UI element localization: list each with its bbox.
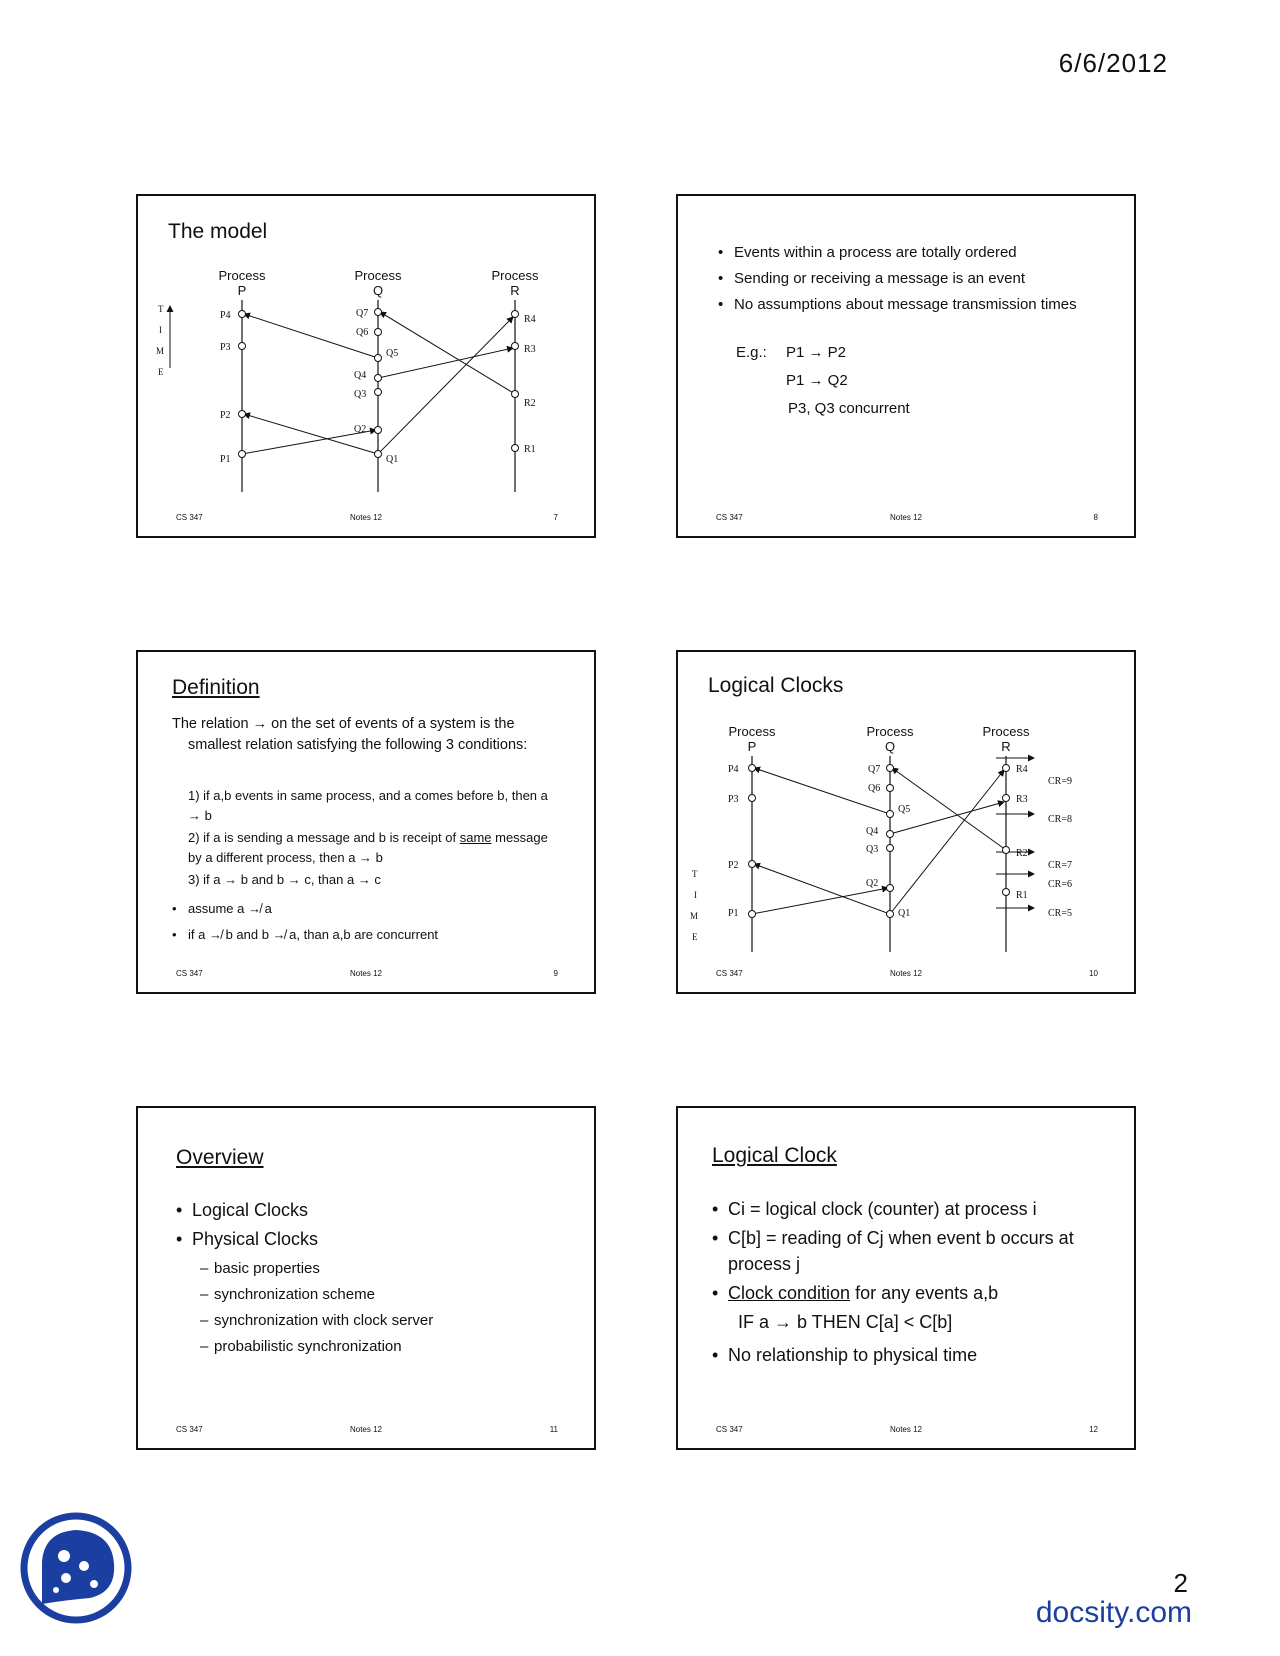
- svg-text:Process: Process: [982, 724, 1030, 739]
- svg-text:P2: P2: [728, 860, 739, 871]
- svg-text:R1: R1: [1016, 890, 1028, 901]
- svg-text:Process: Process: [866, 724, 914, 739]
- footer-page: 7: [553, 513, 558, 522]
- svg-text:CR=8: CR=8: [1048, 814, 1072, 825]
- logical-clock-diagram: [678, 652, 1134, 992]
- list-item: – basic properties: [200, 1256, 433, 1282]
- process-diagram: [138, 196, 594, 536]
- footer-course: CS 347: [176, 1425, 203, 1434]
- svg-text:P4: P4: [728, 764, 739, 775]
- footer-course: CS 347: [176, 969, 203, 978]
- header-r: R: [510, 283, 520, 298]
- svg-text:Q1: Q1: [386, 454, 399, 465]
- svg-text:Q4: Q4: [354, 370, 367, 381]
- condition-1: 1) if a,b events in same process, and a comes before b, then a → b: [188, 788, 548, 823]
- definition-intro: The relation → on the set of events of a system is the smallest relation satisfying the following 3 conditions:: [172, 716, 528, 753]
- svg-text:Q1: Q1: [898, 908, 911, 919]
- svg-text:Q6: Q6: [868, 783, 881, 794]
- footer-page: 10: [1089, 969, 1098, 978]
- svg-text:P3: P3: [728, 794, 739, 805]
- svg-text:I: I: [694, 890, 697, 900]
- svg-text:E: E: [158, 367, 164, 377]
- msg-q1-r4: [378, 317, 513, 454]
- svg-text:Q5: Q5: [898, 804, 911, 815]
- svg-text:CR=7: CR=7: [1048, 860, 1072, 871]
- example-2: P1 → Q2: [786, 372, 848, 389]
- header-q-top: Process: [354, 268, 402, 283]
- bullet-list: [172, 896, 562, 948]
- svg-text:P2: P2: [220, 410, 231, 421]
- list-item: – probabilistic synchronization: [200, 1334, 433, 1360]
- list-item: • Logical Clocks: [176, 1196, 318, 1225]
- example-3: P3, Q3 concurrent: [788, 400, 910, 417]
- header-p: P: [237, 283, 247, 298]
- svg-text:R: R: [1001, 739, 1011, 754]
- list-item: • assume a ↛ a: [172, 896, 562, 922]
- list-item: • Physical Clocks: [176, 1225, 318, 1254]
- condition-2: 2) if a is sending a message and b is receipt of same message by a different process, then a → b: [188, 830, 548, 865]
- svg-text:P3: P3: [220, 342, 231, 353]
- msg-r2-q7: [380, 312, 515, 394]
- docsity-logo-icon: [20, 1512, 132, 1624]
- sub-list: [200, 1256, 433, 1360]
- footer-page: 12: [1089, 1425, 1098, 1434]
- svg-text:CR=5: CR=5: [1048, 908, 1072, 919]
- footer-notes: Notes 12: [889, 969, 923, 978]
- footer-notes: Notes 12: [349, 969, 383, 978]
- slide-title: Logical Clocks: [708, 674, 844, 697]
- example-1: P1 → P2: [786, 344, 847, 361]
- clock-condition: IF a → b THEN C[a] < C[b]: [738, 1312, 953, 1332]
- list-item: • No relationship to physical time: [712, 1342, 977, 1368]
- list-item: • C[b] = reading of Cj when event b occurs at process j: [712, 1225, 1108, 1277]
- slide-definition: [136, 650, 596, 994]
- bullet-list: [712, 1196, 1108, 1306]
- bullet-list: [718, 242, 1098, 315]
- list-item: • Sending or receiving a message is an event: [718, 268, 1098, 289]
- svg-text:R4: R4: [1016, 764, 1028, 775]
- svg-text:P1: P1: [728, 908, 739, 919]
- slide-the-model: [136, 194, 596, 538]
- slide-title: Logical Clock: [712, 1144, 837, 1167]
- svg-text:R1: R1: [524, 444, 536, 455]
- svg-text:M: M: [690, 911, 699, 921]
- svg-text:P: P: [747, 739, 757, 754]
- slide-title: The model: [168, 220, 268, 243]
- list-item: – synchronization with clock server: [200, 1308, 433, 1334]
- svg-text:Process: Process: [728, 724, 776, 739]
- svg-text:Q2: Q2: [354, 424, 367, 435]
- footer-page: 9: [553, 969, 558, 978]
- svg-text:I: I: [159, 325, 162, 335]
- list-item: • Ci = logical clock (counter) at process i: [712, 1196, 1108, 1222]
- msg-q4-r3: [378, 348, 513, 378]
- slide-title: Definition: [172, 676, 260, 699]
- svg-text:R3: R3: [524, 344, 536, 355]
- bullet-list-2: [712, 1342, 977, 1368]
- list-item: • Clock condition for any events a,b: [712, 1280, 1108, 1306]
- slide-logical-clocks: [676, 650, 1136, 994]
- svg-text:Q7: Q7: [356, 308, 369, 319]
- svg-text:M: M: [156, 346, 165, 356]
- svg-text:R4: R4: [524, 314, 536, 325]
- svg-text:E: E: [692, 932, 698, 942]
- footer-notes: Notes 12: [349, 513, 383, 522]
- svg-text:Q: Q: [884, 739, 896, 754]
- condition-3: 3) if a → b and b → c, than a → c: [188, 872, 381, 887]
- footer-course: CS 347: [716, 1425, 743, 1434]
- svg-text:P4: P4: [220, 310, 231, 321]
- svg-text:Q5: Q5: [386, 348, 399, 359]
- list-item: • No assumptions about message transmission times: [718, 294, 1098, 315]
- svg-text:T: T: [692, 869, 698, 879]
- footer-course: CS 347: [716, 969, 743, 978]
- svg-text:CR=9: CR=9: [1048, 776, 1072, 787]
- svg-text:P1: P1: [220, 454, 231, 465]
- header-r-top: Process: [491, 268, 539, 283]
- slide-title: Overview: [176, 1146, 264, 1169]
- header-p-top: Process: [218, 268, 266, 283]
- footer-course: CS 347: [716, 513, 743, 522]
- slide-overview: [136, 1106, 596, 1450]
- svg-text:Q3: Q3: [866, 844, 879, 855]
- svg-text:R3: R3: [1016, 794, 1028, 805]
- slide-events: [676, 194, 1136, 538]
- svg-text:Q7: Q7: [868, 764, 881, 775]
- eg-label: E.g.:: [736, 344, 767, 361]
- footer-notes: Notes 12: [889, 513, 923, 522]
- footer-notes: Notes 12: [889, 1425, 923, 1434]
- page-date: 6/6/2012: [1058, 48, 1168, 78]
- footer-page: 8: [1093, 513, 1098, 522]
- list-item: – synchronization scheme: [200, 1282, 433, 1308]
- list-item: • if a ↛ b and b ↛ a, than a,b are concurrent: [172, 922, 562, 948]
- footer-course: CS 347: [176, 513, 203, 522]
- header-q: Q: [372, 283, 384, 298]
- slide-logical-clock: [676, 1106, 1136, 1450]
- footer-notes: Notes 12: [349, 1425, 383, 1434]
- svg-text:R2: R2: [524, 398, 536, 409]
- svg-text:Q4: Q4: [866, 826, 879, 837]
- page-number: 2: [1173, 1568, 1188, 1598]
- bullet-list: [176, 1196, 318, 1254]
- footer-page: 11: [549, 1425, 558, 1434]
- svg-text:Q6: Q6: [356, 327, 369, 338]
- list-item: • Events within a process are totally ordered: [718, 242, 1098, 263]
- svg-text:Q2: Q2: [866, 878, 879, 889]
- svg-text:Q3: Q3: [354, 389, 367, 400]
- svg-text:R2: R2: [1016, 848, 1028, 859]
- svg-text:CR=6: CR=6: [1048, 879, 1072, 890]
- svg-text:T: T: [158, 304, 164, 314]
- brand-link[interactable]: docsity.com: [1035, 1596, 1192, 1629]
